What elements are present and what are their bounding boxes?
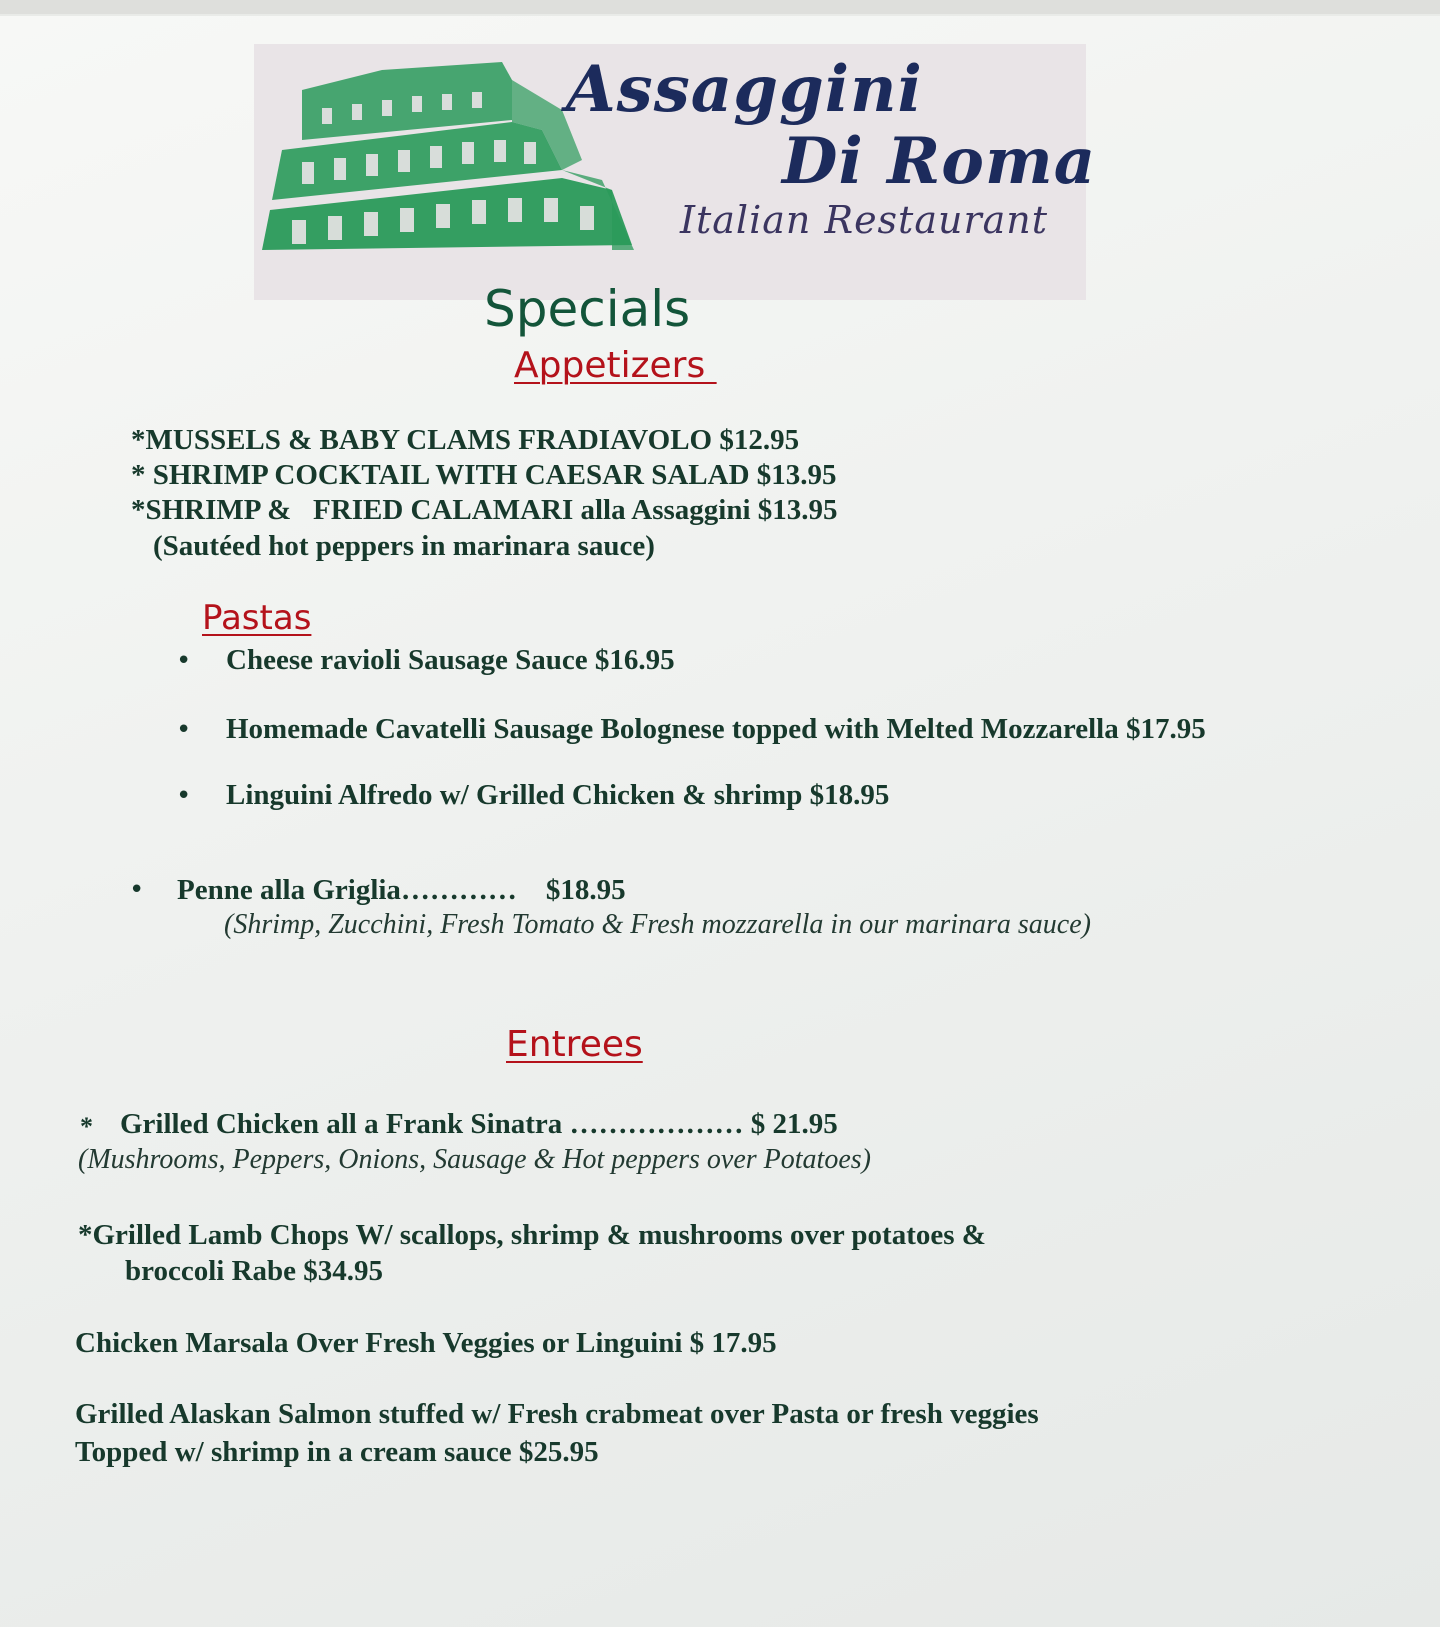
entrees-heading: Entrees [506, 1024, 643, 1065]
bullet-icon: • [129, 875, 145, 905]
appetizer-item-1: *MUSSELS & BABY CLAMS FRADIAVOLO $12.95 [131, 424, 800, 456]
bullet-icon: • [176, 781, 192, 811]
appetizer-item-3: *SHRIMP & FRIED CALAMARI alla Assaggini $13.95 [131, 494, 838, 526]
pasta-item-3: Linguini Alfredo w/ Grilled Chicken & shrimp $18.95 [226, 779, 890, 811]
appetizers-heading: Appetizers [514, 345, 717, 386]
pasta-item-1: Cheese ravioli Sausage Sauce $16.95 [226, 644, 675, 676]
entree-item-1: Grilled Chicken all a Frank Sinatra ……………… $ 21.95 [120, 1108, 838, 1140]
pastas-heading: Pastas [202, 598, 312, 638]
logo-text-di-roma: Di Roma [782, 124, 1097, 199]
entree-item-1-note: (Mushrooms, Peppers, Onions, Sausage & Hot peppers over Potatoes) [78, 1144, 871, 1175]
bullet-icon: • [176, 646, 192, 676]
appetizer-note: (Sautéed hot peppers in marinara sauce) [153, 530, 655, 562]
bullet-icon: • [176, 715, 192, 745]
pasta-item-4-note: (Shrimp, Zucchini, Fresh Tomato & Fresh mozzarella in our marinara sauce) [224, 909, 1091, 940]
entree-item-3: Chicken Marsala Over Fresh Veggies or Linguini $ 17.95 [75, 1327, 777, 1359]
logo-text-italian-restaurant: Italian Restaurant [680, 198, 1049, 242]
entree-item-4-line-1: Grilled Alaskan Salmon stuffed w/ Fresh crabmeat over Pasta or fresh veggies [75, 1398, 1039, 1430]
pasta-item-4: Penne alla Griglia………… $18.95 [177, 874, 626, 906]
entree-star: * [80, 1112, 93, 1141]
entree-item-2-line-1: *Grilled Lamb Chops W/ scallops, shrimp & mushrooms over potatoes & [78, 1219, 986, 1251]
entree-item-4-line-2: Topped w/ shrimp in a cream sauce $25.95 [75, 1436, 599, 1468]
entree-item-2-line-2: broccoli Rabe $34.95 [125, 1255, 384, 1287]
page-title: Specials [484, 280, 691, 338]
pasta-item-2: Homemade Cavatelli Sausage Bolognese topped with Melted Mozzarella $17.95 [226, 713, 1206, 745]
appetizer-item-2: * SHRIMP COCKTAIL WITH CAESAR SALAD $13.95 [131, 459, 837, 491]
logo-text-assaggini: Assaggini [566, 52, 923, 127]
